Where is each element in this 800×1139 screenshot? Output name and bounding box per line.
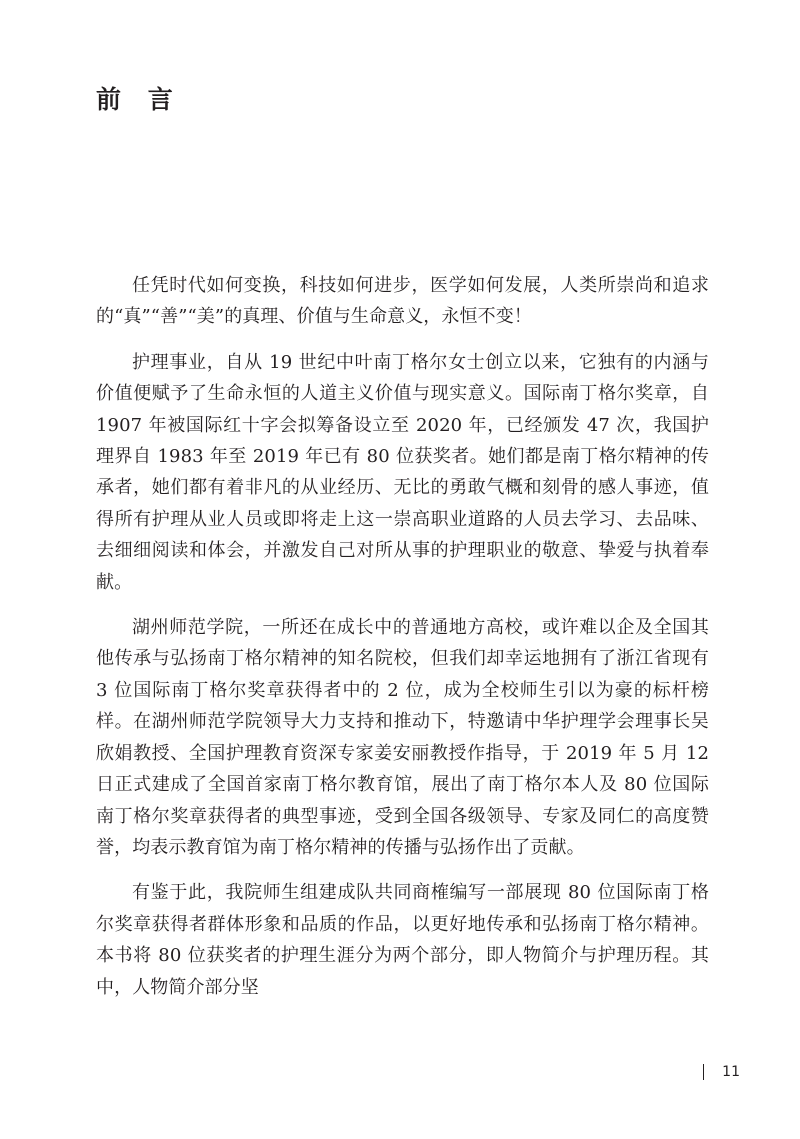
paragraph-3: 湖州师范学院，一所还在成长中的普通地方高校，或许难以企及全国其他传承与弘扬南丁格尔精神的知名院校，但我们却幸运地拥有了浙江省现有 3 位国际南丁格尔奖章获得者中的 2 位，成为全校师生引以为豪的标杆榜样。在湖州师范学院领导大力支持和推动下，特邀请中华护理学会理事长吴欣娟教授、全国护理教育资深专家姜安丽教授作指导，于 2019 年 5 月 12 日正式建成了全国首家南丁格尔教育馆，展出了南丁格尔本人及 80 位国际南丁格尔奖章获得者的典型事迹，受到全国各级领导、专家及同仁的高度赞誉，均表示教育馆为南丁格尔精神的传播与弘扬作出了贡献。 bbox=[96, 617, 709, 858]
footer-divider bbox=[703, 1064, 704, 1080]
page-footer bbox=[703, 1064, 740, 1080]
paragraph-2: 护理事业，自从 19 世纪中叶南丁格尔女士创立以来，它独有的内涵与价值便赋予了生命永恒的人道主义价值与现实意义。国际南丁格尔奖章，自 1907 年被国际红十字会拟筹备设立至 2020 年，已经颁发 47 次，我国护理界自 1983 年至 2019 年已有 80 位获奖者。她们都是南丁格尔精神的传承者，她们都有着非凡的从业经历、无比的勇敢气概和刻骨的感人事迹，值得所有护理从业人员或即将走上这一崇高职业道路的人员去学习、去品味、去细细阅读和体会，并激发自己对所从事的护理职业的敬意、挚爱与执着奉献。 bbox=[96, 351, 709, 593]
page-title: 前 言 bbox=[96, 85, 182, 114]
page-number: 11 bbox=[722, 1064, 740, 1080]
paragraph-1: 任凭时代如何变换，科技如何进步，医学如何发展，人类所崇尚和追求的“真”“善”“美”的真理、价值与生命意义，永恒不变！ bbox=[96, 275, 709, 328]
paragraph-4: 有鉴于此，我院师生组建成队共同商榷编写一部展现 80 位国际南丁格尔奖章获得者群体形象和品质的作品，以更好地传承和弘扬南丁格尔精神。本书将 80 位获奖者的护理生涯分为两个部分，即人物简介与护理历程。其中，人物简介部分坚 bbox=[96, 882, 709, 998]
body-text bbox=[96, 270, 709, 1017]
